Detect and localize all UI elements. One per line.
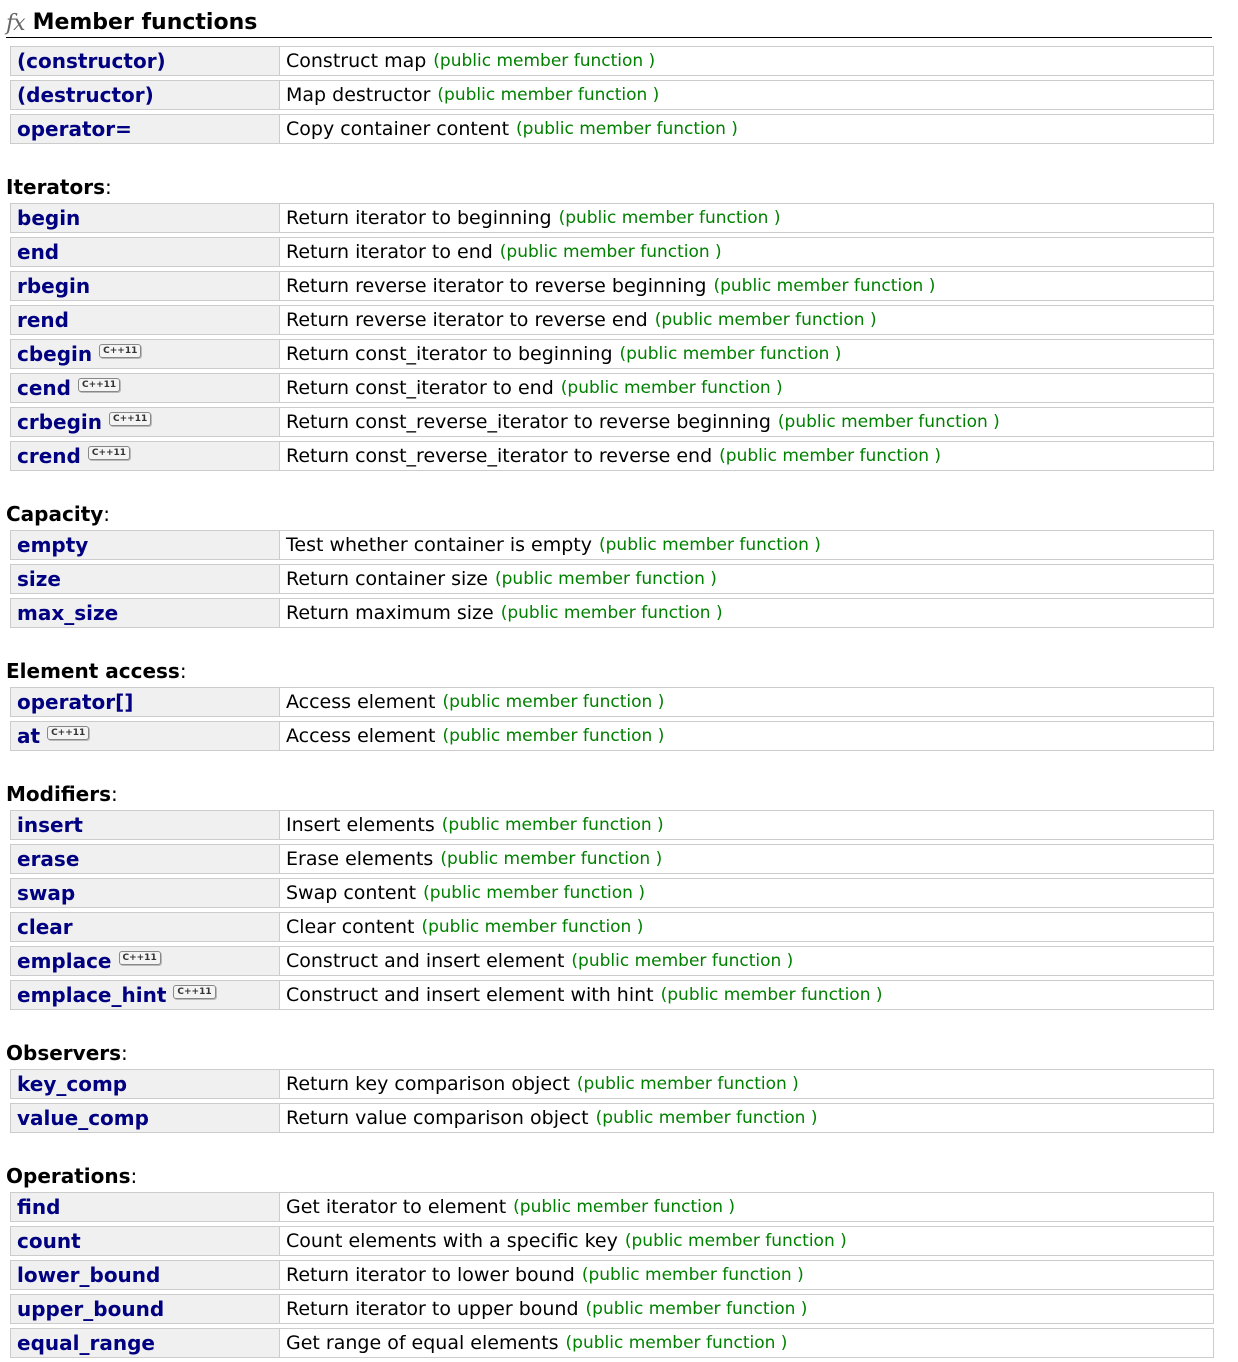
- function-name-cell: [11, 565, 280, 593]
- table-row: [10, 46, 1214, 76]
- function-name-link[interactable]: rbegin: [17, 274, 91, 298]
- function-kind-label: (public member function ): [595, 1108, 818, 1128]
- function-description-cell: [280, 340, 1213, 368]
- function-description-cell: [280, 408, 1213, 436]
- function-kind-label: (public member function ): [565, 1333, 788, 1353]
- table-row: [10, 687, 1214, 717]
- function-name-link[interactable]: lower_bound: [17, 1263, 161, 1287]
- function-name-link[interactable]: cbegin: [17, 342, 93, 366]
- table-row: [10, 339, 1214, 369]
- group-label: Operations:: [6, 1164, 138, 1188]
- function-kind-label: (public member function ): [576, 1074, 799, 1094]
- function-group: [6, 782, 1214, 1010]
- function-name-link[interactable]: max_size: [17, 601, 119, 625]
- function-description: Return const_iterator to beginning: [286, 343, 613, 365]
- function-name-cell: [11, 1104, 280, 1132]
- function-description-cell: [280, 1261, 1213, 1289]
- function-description: Test whether container is empty: [286, 534, 592, 556]
- table-row: [10, 878, 1214, 908]
- function-description-cell: [280, 272, 1213, 300]
- table-row: [10, 271, 1214, 301]
- function-description: Return const_reverse_iterator to reverse end: [286, 445, 713, 467]
- section-header: [6, 8, 1212, 38]
- table-row: [10, 1069, 1214, 1099]
- function-kind-label: (public member function ): [437, 85, 660, 105]
- group-label: Capacity:: [6, 502, 111, 526]
- function-kind-label: (public member function ): [499, 242, 722, 262]
- table-row: [10, 980, 1214, 1010]
- function-description: Return maximum size: [286, 602, 494, 624]
- function-description: Return reverse iterator to reverse beginning: [286, 275, 707, 297]
- function-description: Return iterator to lower bound: [286, 1264, 575, 1286]
- function-group: [6, 1164, 1214, 1358]
- function-name-cell: [11, 599, 280, 627]
- function-name-link[interactable]: crbegin: [17, 410, 103, 434]
- function-description: Erase elements: [286, 848, 434, 870]
- function-kind-label: (public member function ): [516, 119, 738, 139]
- function-description-cell: [280, 442, 1213, 470]
- table-row: [10, 114, 1214, 144]
- function-description: Construct and insert element: [286, 950, 565, 972]
- function-name-link[interactable]: equal_range: [17, 1331, 155, 1355]
- function-kind-label: (public member function ): [713, 276, 936, 296]
- function-name-link[interactable]: (constructor): [17, 49, 166, 73]
- function-group: [6, 659, 1214, 751]
- function-name-cell: [11, 238, 280, 266]
- function-description: Return iterator to end: [286, 241, 493, 263]
- function-name-cell: [11, 811, 280, 839]
- group-label: Modifiers:: [6, 782, 118, 806]
- group-label-text: Iterators: [6, 175, 105, 199]
- cpp11-badge-icon: C++11: [119, 951, 161, 965]
- function-kind-label: (public member function ): [433, 51, 656, 71]
- function-description: Return iterator to beginning: [286, 207, 552, 229]
- function-name-cell: [11, 442, 280, 470]
- function-description-cell: [280, 531, 1213, 559]
- function-description-cell: [280, 811, 1213, 839]
- function-name-cell: [11, 81, 280, 109]
- function-name-link[interactable]: emplace_hint: [17, 983, 167, 1007]
- table-row: [10, 1103, 1214, 1133]
- function-description: Clear content: [286, 916, 415, 938]
- function-name-link[interactable]: count: [17, 1229, 81, 1253]
- function-kind-label: (public member function ): [660, 985, 883, 1005]
- table-row: [10, 912, 1214, 942]
- function-name-cell: [11, 306, 280, 334]
- function-name-cell: [11, 272, 280, 300]
- group-label-text: Modifiers: [6, 782, 111, 806]
- function-description-cell: [280, 981, 1213, 1009]
- function-name-cell: [11, 1070, 280, 1098]
- function-kind-label: (public member function ): [571, 951, 794, 971]
- group-label: Iterators:: [6, 175, 112, 199]
- function-description: Return const_iterator to end: [286, 377, 554, 399]
- table-row: [10, 530, 1214, 560]
- function-kind-label: (public member function ): [440, 849, 663, 869]
- function-kind-label: (public member function ): [442, 692, 665, 712]
- function-table: [10, 1069, 1214, 1133]
- function-kind-label: (public member function ): [560, 378, 783, 398]
- function-description: Map destructor: [286, 84, 431, 106]
- function-description: Construct and insert element with hint: [286, 984, 654, 1006]
- function-kind-label: (public member function ): [719, 446, 942, 466]
- table-row: [10, 1328, 1214, 1358]
- function-name-cell: [11, 340, 280, 368]
- table-row: [10, 1192, 1214, 1222]
- group-label: Observers:: [6, 1041, 128, 1065]
- function-name-link[interactable]: clear: [17, 915, 73, 939]
- cpp11-badge-icon: C++11: [78, 378, 120, 392]
- function-description-cell: [280, 599, 1213, 627]
- function-description-cell: [280, 115, 1213, 143]
- function-name-cell: [11, 531, 280, 559]
- function-kind-label: (public member function ): [777, 412, 1000, 432]
- function-kind-label: (public member function ): [599, 535, 821, 555]
- function-description-cell: [280, 879, 1213, 907]
- function-kind-label: (public member function ): [581, 1265, 804, 1285]
- function-name-cell: [11, 1261, 280, 1289]
- table-row: [10, 721, 1214, 751]
- group-label-text: Operations: [6, 1164, 131, 1188]
- function-name-link[interactable]: empty: [17, 533, 89, 557]
- function-description-cell: [280, 81, 1213, 109]
- function-description: Return const_reverse_iterator to reverse beginning: [286, 411, 771, 433]
- function-table: [10, 810, 1214, 1010]
- function-name-link[interactable]: end: [17, 240, 60, 264]
- function-description-cell: [280, 1104, 1213, 1132]
- function-name-cell: [11, 981, 280, 1009]
- function-name-cell: [11, 845, 280, 873]
- cpp11-badge-icon: C++11: [99, 344, 141, 358]
- function-name-cell: [11, 947, 280, 975]
- function-name-cell: [11, 722, 280, 750]
- function-group: [6, 175, 1214, 471]
- function-description: Return value comparison object: [286, 1107, 589, 1129]
- function-kind-label: (public member function ): [495, 569, 717, 589]
- function-description: Return reverse iterator to reverse end: [286, 309, 648, 331]
- group-label: Element access:: [6, 659, 187, 683]
- cpp11-badge-icon: C++11: [109, 412, 151, 426]
- function-name-cell: [11, 913, 280, 941]
- function-description-cell: [280, 1329, 1213, 1357]
- function-name-link[interactable]: begin: [17, 206, 81, 230]
- function-description-cell: [280, 1193, 1213, 1221]
- table-row: [10, 598, 1214, 628]
- table-row: [10, 1226, 1214, 1256]
- function-description-cell: [280, 306, 1213, 334]
- function-kind-label: (public member function ): [654, 310, 877, 330]
- function-kind-label: (public member function ): [624, 1231, 847, 1251]
- function-description-cell: [280, 204, 1213, 232]
- function-description: Get range of equal elements: [286, 1332, 559, 1354]
- function-kind-label: (public member function ): [585, 1299, 808, 1319]
- function-name-link[interactable]: (destructor): [17, 83, 154, 107]
- function-description-cell: [280, 1227, 1213, 1255]
- function-name-cell: [11, 879, 280, 907]
- function-description-cell: [280, 1295, 1213, 1323]
- function-description-cell: [280, 913, 1213, 941]
- function-description: Return key comparison object: [286, 1073, 570, 1095]
- function-table: [10, 530, 1214, 628]
- cpp11-badge-icon: C++11: [173, 985, 215, 999]
- function-group: [6, 502, 1214, 628]
- function-description: Access element: [286, 691, 436, 713]
- table-row: [10, 844, 1214, 874]
- function-description: Access element: [286, 725, 436, 747]
- function-description-cell: [280, 688, 1213, 716]
- function-name-link[interactable]: key_comp: [17, 1072, 128, 1096]
- table-row: [10, 441, 1214, 471]
- function-name-cell: [11, 688, 280, 716]
- function-description-cell: [280, 722, 1213, 750]
- table-row: [10, 237, 1214, 267]
- function-name-link[interactable]: erase: [17, 847, 80, 871]
- function-description-cell: [280, 565, 1213, 593]
- function-name-link[interactable]: emplace: [17, 949, 112, 973]
- table-row: [10, 203, 1214, 233]
- group-label-text: Observers: [6, 1041, 122, 1065]
- function-description: Copy container content: [286, 118, 510, 140]
- function-name-cell: [11, 47, 280, 75]
- function-name-cell: [11, 1329, 280, 1357]
- function-group: [6, 1041, 1214, 1133]
- table-row: [10, 373, 1214, 403]
- function-kind-label: (public member function ): [619, 344, 842, 364]
- function-name-cell: [11, 1227, 280, 1255]
- function-name-cell: [11, 115, 280, 143]
- function-description: Construct map: [286, 50, 427, 72]
- function-name-cell: [11, 408, 280, 436]
- function-name-link[interactable]: find: [17, 1195, 61, 1219]
- group-label-text: Element access: [6, 659, 180, 683]
- table-row: [10, 946, 1214, 976]
- function-kind-label: (public member function ): [513, 1197, 736, 1217]
- function-table: [10, 1192, 1214, 1358]
- function-description: Insert elements: [286, 814, 435, 836]
- function-name-link[interactable]: upper_bound: [17, 1297, 165, 1321]
- function-table: [10, 46, 1214, 144]
- function-kind-label: (public member function ): [558, 208, 781, 228]
- cpp11-badge-icon: C++11: [47, 726, 89, 740]
- table-row: [10, 407, 1214, 437]
- function-name-link[interactable]: insert: [17, 813, 83, 837]
- table-row: [10, 1294, 1214, 1324]
- table-row: [10, 810, 1214, 840]
- function-name-cell: [11, 1295, 280, 1323]
- function-table: [10, 203, 1214, 471]
- table-row: [10, 305, 1214, 335]
- function-name-link[interactable]: value_comp: [17, 1106, 149, 1130]
- function-kind-label: (public member function ): [441, 815, 664, 835]
- function-name-cell: [11, 204, 280, 232]
- function-description-cell: [280, 845, 1213, 873]
- function-kind-label: (public member function ): [421, 917, 644, 937]
- function-description: Get iterator to element: [286, 1196, 507, 1218]
- function-name-link[interactable]: cend: [17, 376, 71, 400]
- function-description: Return iterator to upper bound: [286, 1298, 579, 1320]
- table-row: [10, 1260, 1214, 1290]
- group-label-text: Capacity: [6, 502, 104, 526]
- function-name-link[interactable]: swap: [17, 881, 76, 905]
- function-kind-label: (public member function ): [423, 883, 645, 903]
- function-description-cell: [280, 238, 1213, 266]
- fx-icon: fx: [6, 11, 25, 36]
- member-functions-section: [6, 8, 1214, 1362]
- section-title: Member functions: [32, 10, 258, 35]
- function-table: [10, 687, 1214, 751]
- function-description-cell: [280, 1070, 1213, 1098]
- function-kind-label: (public member function ): [500, 603, 723, 623]
- function-name-cell: [11, 374, 280, 402]
- function-name-link[interactable]: operator=: [17, 117, 132, 141]
- function-group: [6, 46, 1214, 144]
- function-description: Count elements with a specific key: [286, 1230, 618, 1252]
- function-description: Return container size: [286, 568, 488, 590]
- function-description-cell: [280, 47, 1213, 75]
- function-name-link[interactable]: crend: [17, 444, 81, 468]
- function-description-cell: [280, 947, 1213, 975]
- table-row: [10, 80, 1214, 110]
- function-name-link[interactable]: rend: [17, 308, 69, 332]
- cpp11-badge-icon: C++11: [88, 446, 130, 460]
- function-description: Swap content: [286, 882, 417, 904]
- function-groups: [6, 46, 1214, 1358]
- function-kind-label: (public member function ): [442, 726, 665, 746]
- function-name-link[interactable]: at: [17, 724, 41, 748]
- function-name-link[interactable]: operator[]: [17, 690, 134, 714]
- function-name-link[interactable]: size: [17, 567, 61, 591]
- function-description-cell: [280, 374, 1213, 402]
- function-name-cell: [11, 1193, 280, 1221]
- table-row: [10, 564, 1214, 594]
